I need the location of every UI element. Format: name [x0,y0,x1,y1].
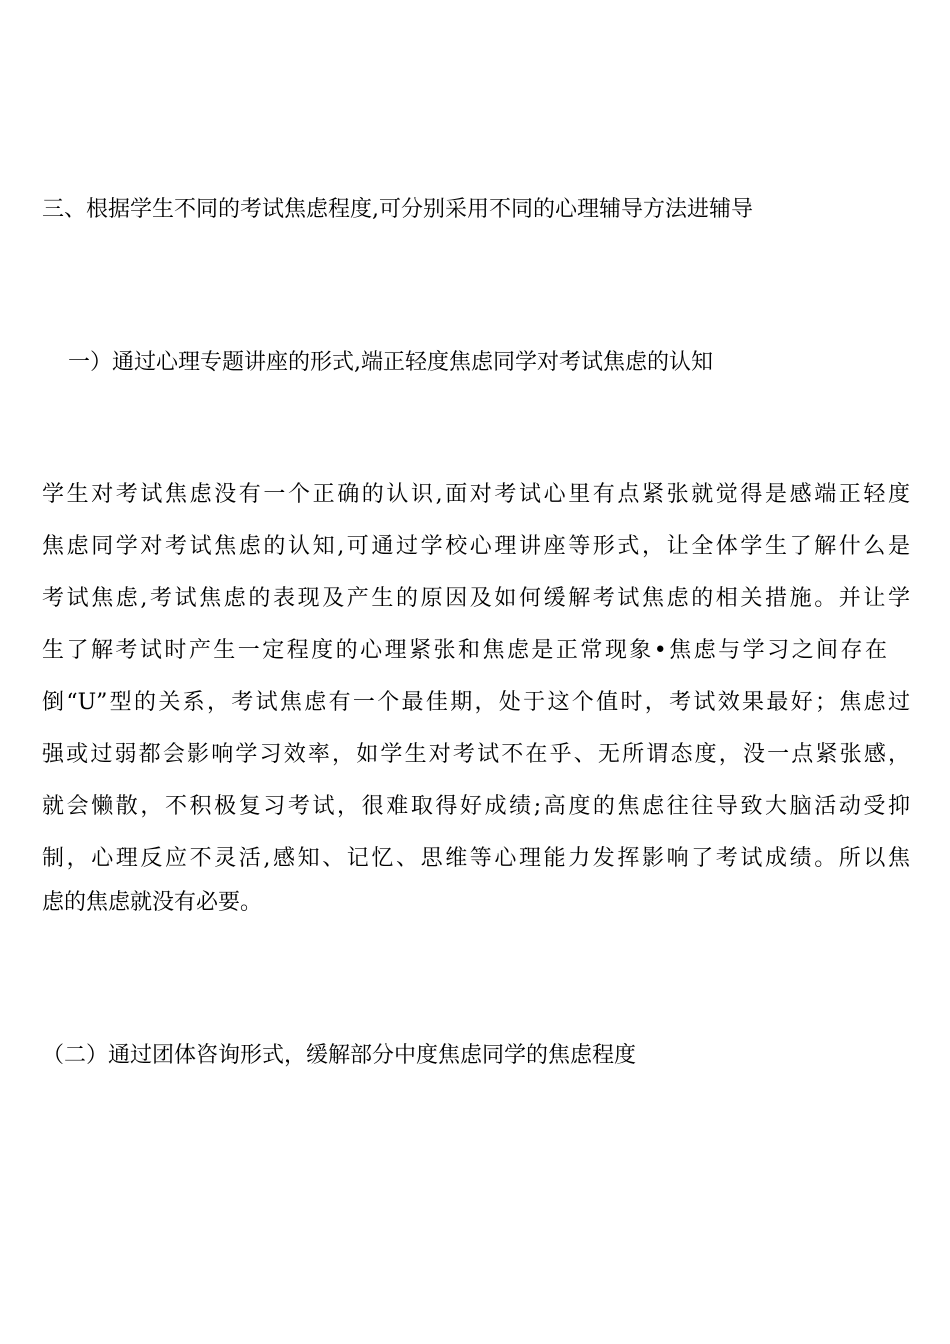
paragraph-line: 倒“U”型的关系，考试焦虑有一个最佳期，处于这个值时，考试效果最好；焦虑过 [42,690,910,715]
paragraph-line: 考试焦虑,考试焦虑的表现及产生的原因及如何缓解考试焦虑的相关措施。并让学 [42,586,910,611]
subsection-2-title: （二）通过团体咨询形式，缓解部分中度焦虑同学的焦虑程度 [42,1043,637,1068]
paragraph-line: 就会懒散，不积极复习考试，很难取得好成绩;高度的焦虑往往导致大脑活动受抑 [42,794,910,819]
paragraph-line: 生了解考试时产生一定程度的心理紧张和焦虑是正常现象•焦虑与学习之间存在 [42,638,887,663]
paragraph-line: 强或过弱都会影响学习效率，如学生对考试不在乎、无所谓态度，没一点紧张感， [42,742,910,767]
paragraph-line: 学生对考试焦虑没有一个正确的认识,面对考试心里有点紧张就觉得是感端正轻度 [42,482,910,507]
paragraph-line: 焦虑同学对考试焦虑的认知,可通过学校心理讲座等形式，让全体学生了解什么是 [42,534,910,559]
paragraph-line: 制，心理反应不灵活,感知、记忆、思维等心理能力发挥影响了考试成绩。所以焦 [42,846,910,871]
section-heading: 三、根据学生不同的考试焦虑程度,可分别采用不同的心理辅导方法进辅导 [42,197,753,222]
subsection-1-title: 一）通过心理专题讲座的形式,端正轻度焦虑同学对考试焦虑的认知 [68,350,713,375]
paragraph-line: 虑的焦虑就没有必要。 [42,890,263,915]
